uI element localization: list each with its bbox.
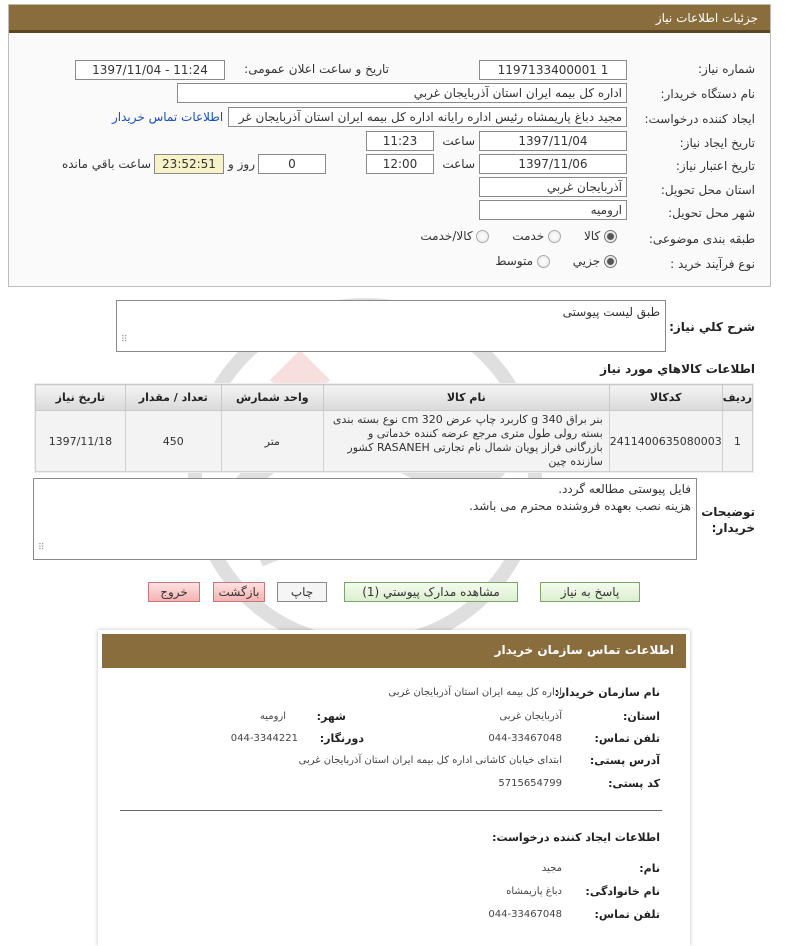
process-radio-minor[interactable] [604,255,617,268]
buyer-notes-textarea[interactable] [33,478,697,560]
cell-unit: متر [221,411,323,472]
reply-button[interactable]: پاسخ به نياز [540,582,640,602]
validity-time-label: ساعت [442,157,475,171]
process-radio-group [495,254,617,268]
province-value: آذربايجان غربی [499,711,562,722]
cell-name: بنر براق 340 g کاربرد چاپ عرض 320 cm نوع بسته بندی بسته رولی طول متری مرجع عرضه کننده خدماتی و بازرگانی فراز پويان شمال نام تجارتی RASANEH کشور سازنده چين [323,411,609,472]
back-button[interactable]: بازگشت [213,582,265,602]
category-radio-group [420,229,617,243]
validity-date-field: 1397/11/06 [479,154,627,174]
buyer-org-label: نام دستگاه خريدار: [660,87,755,101]
category-radio-both[interactable] [476,230,489,243]
col-qty-header: تعداد / مقدار [125,385,221,411]
first-name-value: مجيد [541,863,562,874]
buyer-org-field: اداره کل بيمه ايران استان آذربايجان غربي [177,83,627,103]
need-number-label: شماره نياز: [698,62,755,76]
validity-date-label: تاريخ اعتبار نياز: [675,159,755,173]
buyer-notes-line-2: هزينه نصب بعهده فروشنده محترم می باشد. [469,499,691,513]
cell-date: 1397/11/18 [36,411,126,472]
created-time-label: ساعت [442,134,475,148]
col-name-header: نام کالا [323,385,609,411]
category-option-service: خدمت [512,229,545,243]
description-text: طبق ليست پيوستی [562,305,660,319]
province-field: آذربايجان غربي [479,177,627,197]
panel-title: جزئيات اطلاعات نياز [655,11,758,25]
panel-header [9,5,770,33]
announce-label: تاريخ و ساعت اعلان عمومی: [244,62,389,76]
description-textarea[interactable] [116,300,666,352]
col-unit-header: واحد شمارش [221,385,323,411]
cell-qty: 450 [125,411,221,472]
creator-section-title: اطلاعات ايجاد کننده درخواست: [492,831,660,844]
created-time-field: 11:23 [366,131,434,151]
buyer-contact-card [98,630,690,946]
postal-label: کد پستی: [608,777,660,790]
process-radio-medium[interactable] [537,255,550,268]
exit-button[interactable]: خروج [148,582,200,602]
address-label: آدرس پستی: [589,754,660,767]
category-label: طبقه بندی موضوعی: [648,232,755,246]
items-table [35,384,753,472]
items-table-wrapper [34,383,754,473]
items-title: اطلاعات کالاهاي مورد نياز [600,362,755,376]
table-row[interactable] [36,411,753,472]
province-label: استان: [623,710,660,723]
process-label: نوع فرآيند خريد : [670,257,755,271]
last-name-label: نام خانوادگی: [585,885,660,898]
col-row-header: رديف [722,385,752,411]
last-name-value: دباغ پاريمشاه [506,886,562,897]
cell-row: 1 [722,411,752,472]
items-header-row [36,385,753,411]
first-name-label: نام: [639,862,660,875]
process-option-minor: جزيي [572,254,601,268]
divider [120,810,662,811]
creator-label: ايجاد کننده درخواست: [644,112,755,126]
card-title: اطلاعات تماس سازمان خريدار [494,643,674,657]
created-date-field: 1397/11/04 [479,131,627,151]
description-label: شرح کلي نياز: [669,320,755,334]
process-option-medium: متوسط [495,254,534,268]
province-label: استان محل تحويل: [660,183,755,197]
fax-value: 044-3344221 [230,733,298,744]
address-value: ابتدای خيابان کاشانی اداره کل بيمه ايران استان آذربايجان غربی [298,755,562,766]
col-date-header: تاريخ نياز [36,385,126,411]
view-attachments-button[interactable]: مشاهده مدارک پيوستي (1) [344,582,518,602]
buyer-notes-label: توضيحات خريدار: [701,505,755,535]
created-date-label: تاريخ ايجاد نياز: [679,136,755,150]
fax-label: دورنگار: [319,732,364,745]
validity-time-field: 12:00 [366,154,434,174]
buyer-notes-line-1: فايل پيوستی مطالعه گردد. [558,482,691,496]
category-radio-goods[interactable] [604,230,617,243]
remaining-time-field: 23:52:51 [154,154,224,174]
phone-value: 044-33467048 [488,733,562,744]
city-label: شهر: [316,710,346,723]
postal-value: 5715654799 [498,778,562,789]
creator-phone-label: تلفن تماس: [594,908,660,921]
buyer-contact-link[interactable]: اطلاعات تماس خريدار [112,110,224,124]
cell-code: 2411400635080003 [609,411,722,472]
city-field: اروميه [479,200,627,220]
need-number-field: 1197133400001 1 [479,60,627,80]
city-label: شهر محل تحويل: [668,206,755,220]
print-button[interactable]: چاپ [277,582,327,602]
col-code-header: کدکالا [609,385,722,411]
org-label: نام سازمان خريدار: [554,686,660,699]
creator-field: مجيد دباغ پاريمشاه رئيس اداره رايانه اداره کل بيمه ايران استان آذربايجان غر [228,107,627,127]
resize-grip-icon[interactable]: ⠿ [38,543,45,553]
category-radio-service[interactable] [548,230,561,243]
creator-phone-value: 044-33467048 [488,909,562,920]
category-option-both: کالا/خدمت [420,229,473,243]
phone-label: تلفن تماس: [594,732,660,745]
announce-field: 1397/11/04 - 11:24 [75,60,225,80]
category-option-goods: کالا [583,229,601,243]
days-label: روز و [228,157,255,171]
remaining-label: ساعت باقي مانده [61,157,151,171]
card-header [102,634,686,668]
days-field: 0 [258,154,326,174]
city-value: اروميه [259,711,286,722]
resize-grip-icon[interactable]: ⠿ [121,335,128,345]
org-value: اداره کل بيمه ايران استان آذربايجان غربی [388,687,562,698]
